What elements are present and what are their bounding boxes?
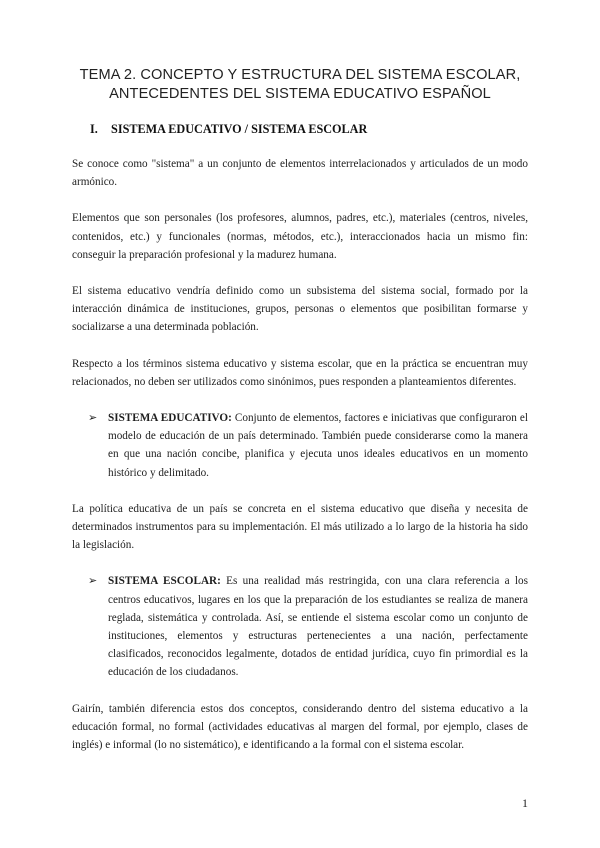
arrow-bullet-icon: ➢: [88, 574, 98, 588]
page-number: 1: [522, 796, 528, 810]
bullet-term: SISTEMA ESCOLAR:: [108, 575, 221, 588]
bullet-sistema-educativo: [72, 409, 528, 482]
paragraph-politica-educativa: La política educativa de un país se concreta en el sistema educativo que diseña y necesita de determinados instrumentos para su implementación. El más utilizado a lo largo de la historia ha sido la legislación.: [72, 502, 528, 552]
section-heading: [90, 122, 528, 137]
paragraph-subsistema: El sistema educativo vendría definido como un subsistema del sistema social, formado por la interacción dinámica de instituciones, grupos, personas o elementos que posibilitan formarse y socializarse a una determinada población.: [72, 285, 528, 334]
bullet-text: Es una realidad más restringida, con una clara referencia a los centros educativos, lugares en los que la preparación de los estudiantes se realiza de manera reglada, sistemática y controlada. Así, se entiende el sistema escolar como un conjunto de instituciones, elementos y estructuras pertenecientes a una nación, perfectamente clasificados, reconocidos legalmente, dotados de entidad jurídica, cuyo fin primordial es la educación de los ciudadanos.: [108, 575, 528, 679]
arrow-bullet-icon: ➢: [88, 411, 98, 425]
paragraph-sistema-definition: Se conoce como "sistema" a un conjunto de elementos interrelacionados y articulados de un modo armónico.: [72, 158, 528, 189]
title-line-1: TEMA 2. CONCEPTO Y ESTRUCTURA DEL SISTEMA ESCOLAR,: [79, 67, 521, 83]
paragraph-elementos: Elementos que son personales (los profesores, alumnos, padres, etc.), materiales (centros, niveles, contenidos, etc.) y funcionales (normas, métodos, etc.), interaccionados hacia un mismo fin: conseguir la preparación profesional y la madurez humana.: [72, 212, 528, 261]
paragraph-gairin: Gairín, también diferencia estos dos conceptos, considerando dentro del sistema educativo a la educación formal, no formal (actividades educativas al margen del formal, por ejemplo, clases de inglés) e informal (lo no sistemático), e identificando a la formal con el sistema escolar.: [72, 702, 528, 752]
bullet-term: SISTEMA EDUCATIVO:: [108, 412, 232, 425]
document-title: [72, 66, 528, 104]
section-heading-text: SISTEMA EDUCATIVO / SISTEMA ESCOLAR: [111, 122, 368, 136]
bullet-text: Conjunto de elementos, factores e iniciativas que configuraron el modelo de educación de un país determinado. También puede considerarse como la manera en que una nación concibe, planifica y ejecuta unos ideales educativos en un momento histórico y delimitado.: [108, 412, 528, 479]
title-line-2: ANTECEDENTES DEL SISTEMA EDUCATIVO ESPAÑOL: [109, 86, 491, 102]
paragraph-terminos: Respecto a los términos sistema educativo y sistema escolar, que en la práctica se encuentran muy relacionados, no deben ser utilizados como sinónimos, pues responden a planteamientos diferentes.: [72, 357, 528, 388]
section-number: I.: [90, 122, 98, 136]
bullet-sistema-escolar: [72, 572, 528, 681]
